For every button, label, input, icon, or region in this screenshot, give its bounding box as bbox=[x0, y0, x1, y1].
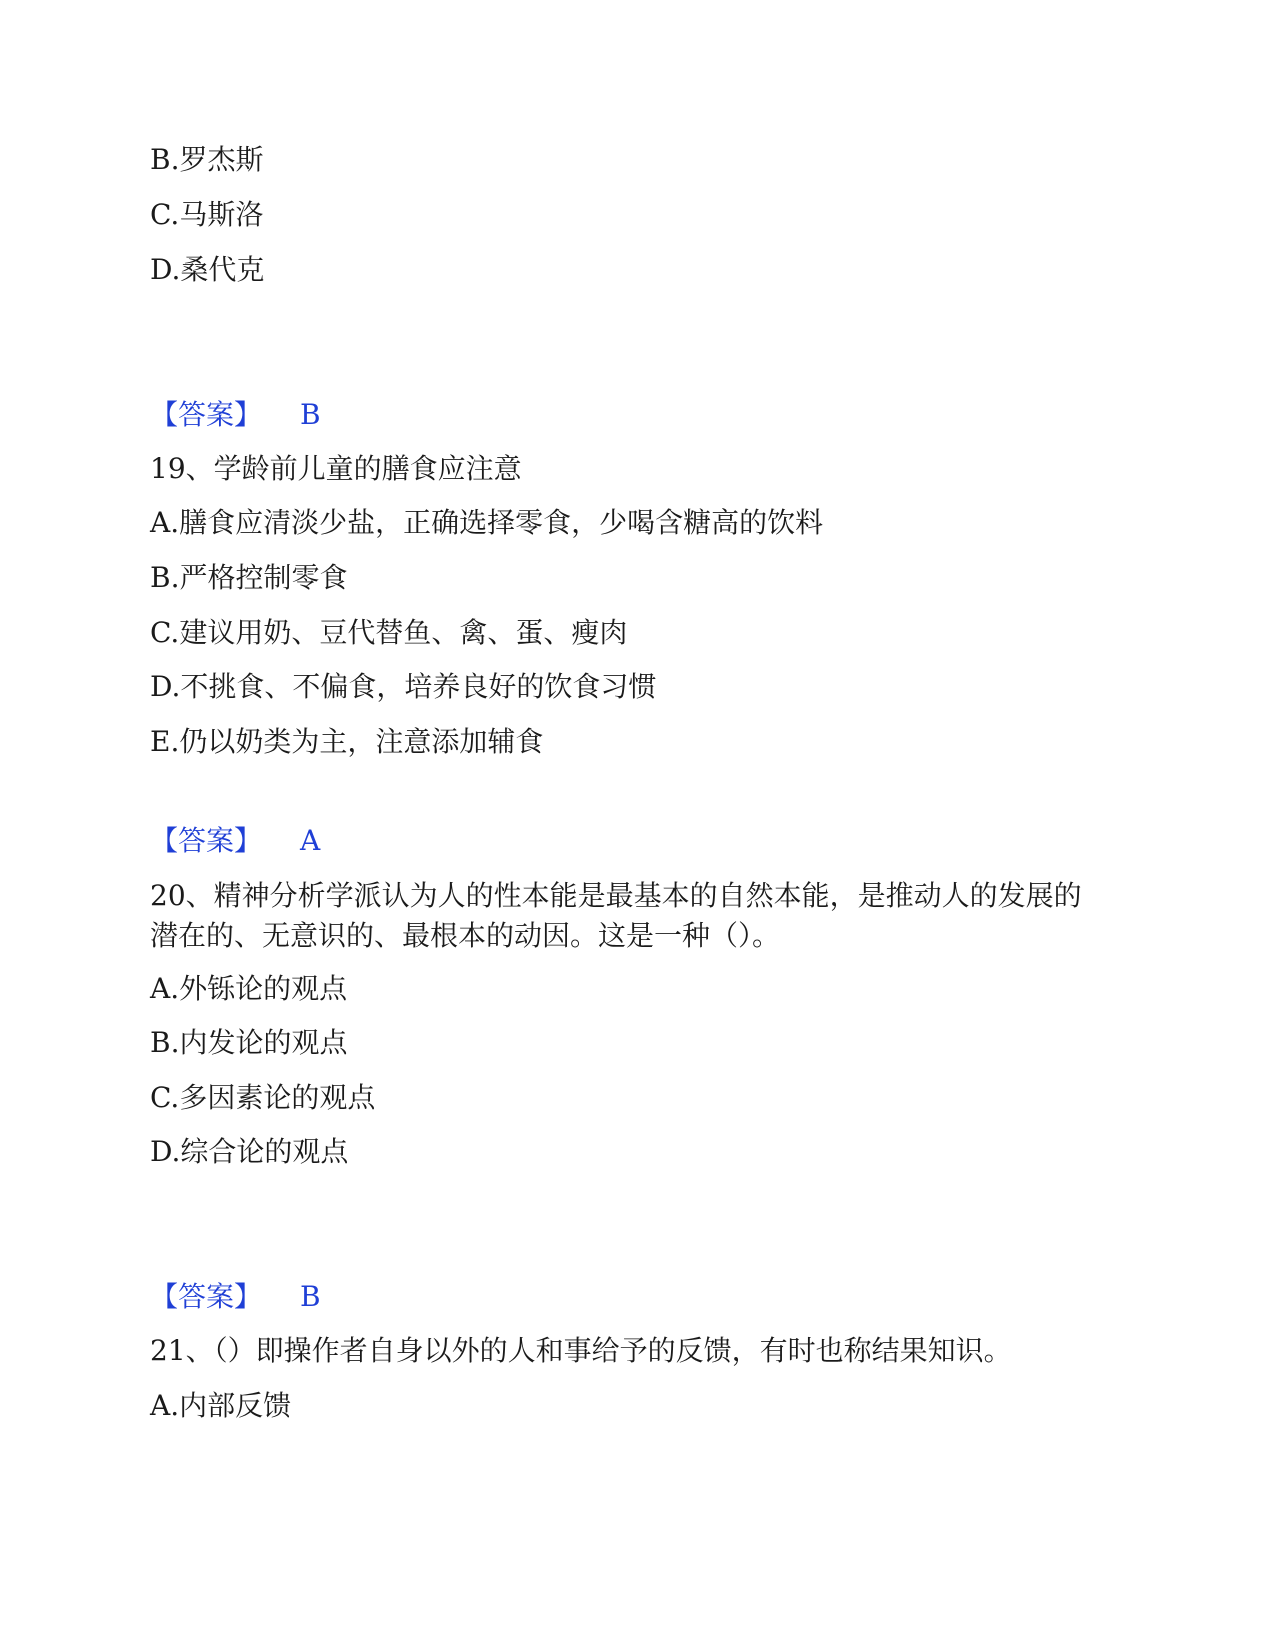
q19-option-c: C.建议用奶、豆代替鱼、禽、蛋、瘦肉 bbox=[150, 616, 628, 649]
q20-answer bbox=[150, 1279, 321, 1315]
q21-stem: 21、（）即操作者自身以外的人和事给予的反馈，有时也称结果知识。 bbox=[150, 1334, 1012, 1367]
answer-label: 【答案】 bbox=[150, 398, 263, 431]
answer-value: B bbox=[300, 398, 321, 431]
q18-option-d: D.桑代克 bbox=[150, 253, 265, 286]
q19-option-e: E.仍以奶类为主，注意添加辅食 bbox=[150, 725, 544, 758]
q18-answer bbox=[150, 397, 321, 433]
q20-option-b: B.内发论的观点 bbox=[150, 1026, 348, 1059]
q19-stem: 19、学龄前儿童的膳食应注意 bbox=[150, 452, 522, 485]
answer-value: A bbox=[300, 824, 321, 857]
q20-option-c: C.多因素论的观点 bbox=[150, 1081, 376, 1114]
q20-stem-line2: 潜在的、无意识的、最根本的动因。这是一种（）。 bbox=[150, 919, 781, 952]
q18-option-c: C.马斯洛 bbox=[150, 198, 264, 231]
answer-value: B bbox=[300, 1280, 321, 1313]
q19-answer bbox=[150, 823, 320, 859]
q20-option-d: D.综合论的观点 bbox=[150, 1135, 349, 1168]
answer-label: 【答案】 bbox=[150, 824, 263, 857]
q20-option-a: A.外铄论的观点 bbox=[150, 972, 348, 1005]
answer-label: 【答案】 bbox=[150, 1280, 263, 1313]
q19-option-a: A.膳食应清淡少盐，正确选择零食，少喝含糖高的饮料 bbox=[150, 506, 824, 539]
q18-option-b: B.罗杰斯 bbox=[150, 143, 264, 176]
q19-option-d: D.不挑食、不偏食，培养良好的饮食习惯 bbox=[150, 670, 657, 703]
q21-option-a: A.内部反馈 bbox=[150, 1389, 292, 1422]
q20-stem-line1: 20、精神分析学派认为人的性本能是最基本的自然本能，是推动人的发展的 bbox=[150, 879, 1082, 912]
q19-option-b: B.严格控制零食 bbox=[150, 561, 348, 594]
